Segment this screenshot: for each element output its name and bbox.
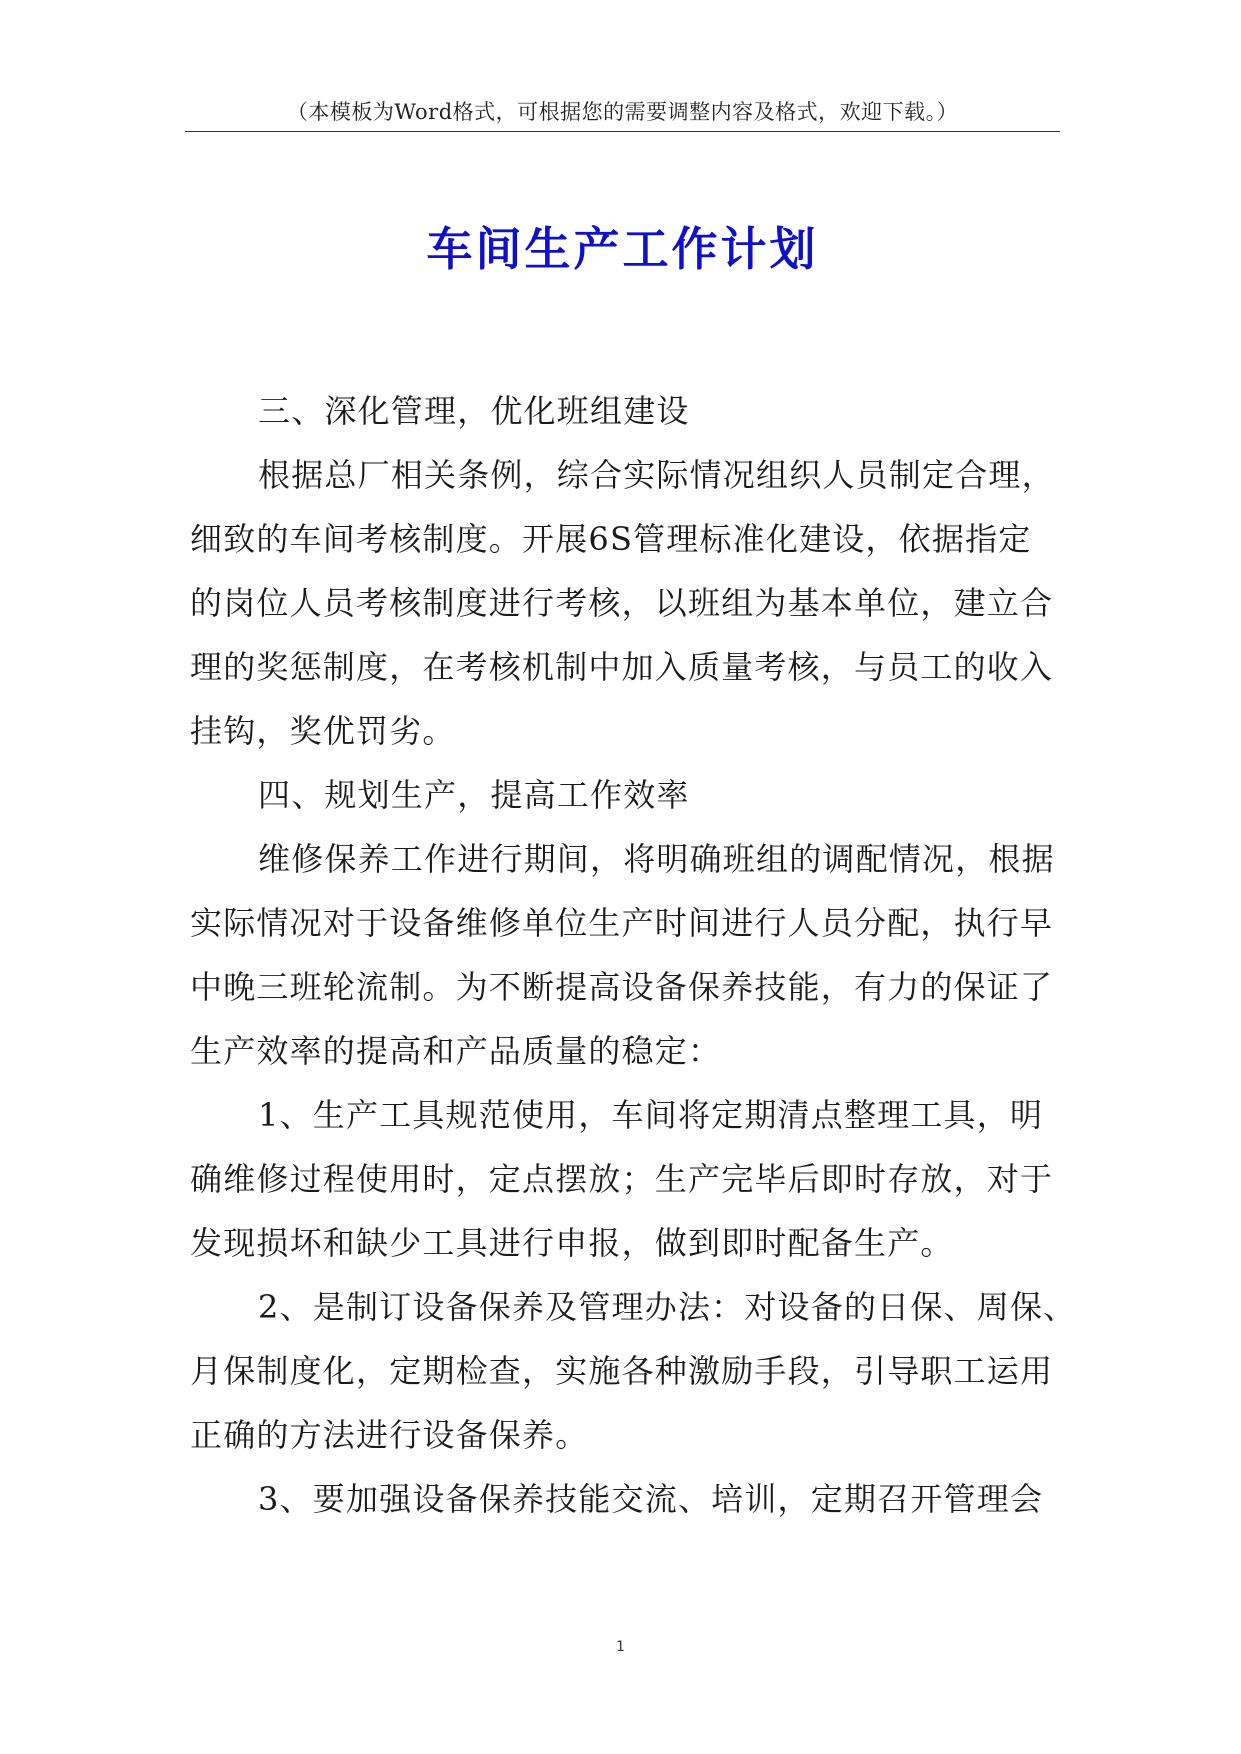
body-line: 3、要加强设备保养技能交流、培训，定期召开管理会	[258, 1480, 1044, 1518]
body-line: 发现损坏和缺少工具进行申报，做到即时配备生产。	[190, 1224, 954, 1262]
body-line: 月保制度化，定期检查，实施各种激励手段，引导职工运用	[190, 1352, 1054, 1390]
body-line: 2、是制订设备保养及管理办法：对设备的日保、周保、	[258, 1288, 1077, 1326]
body-line: 生产效率的提高和产品质量的稳定：	[190, 1032, 722, 1070]
body-line: 维修保养工作进行期间，将明确班组的调配情况，根据	[258, 840, 1055, 878]
page-number: 1	[616, 1639, 625, 1655]
body-line: 1、生产工具规范使用，车间将定期清点整理工具，明	[258, 1096, 1044, 1134]
header-divider	[185, 131, 1060, 132]
document-body	[190, 392, 1077, 1547]
body-line: 的岗位人员考核制度进行考核，以班组为基本单位，建立合	[190, 584, 1054, 622]
body-line: 细致的车间考核制度。开展6S管理标准化建设，依据指定	[190, 520, 1032, 558]
body-line: 理的奖惩制度，在考核机制中加入质量考核，与员工的收入	[190, 648, 1054, 686]
body-line: 实际情况对于设备维修单位生产时间进行人员分配，执行早	[190, 904, 1054, 942]
body-line: 三、深化管理，优化班组建设	[258, 392, 690, 430]
header-note: （本模板为Word格式，可根据您的需要调整内容及格式，欢迎下载。）	[286, 100, 959, 124]
document-title: 车间生产工作计划	[426, 222, 819, 276]
body-line: 根据总厂相关条例，综合实际情况组织人员制定合理，	[258, 456, 1055, 494]
body-line: 挂钩，奖优罚劣。	[190, 712, 456, 750]
body-line: 确维修过程使用时，定点摆放；生产完毕后即时存放，对于	[190, 1160, 1054, 1198]
body-line: 正确的方法进行设备保养。	[190, 1416, 589, 1454]
body-line: 四、规划生产，提高工作效率	[258, 776, 690, 814]
body-line: 中晚三班轮流制。为不断提高设备保养技能，有力的保证了	[190, 968, 1054, 1006]
